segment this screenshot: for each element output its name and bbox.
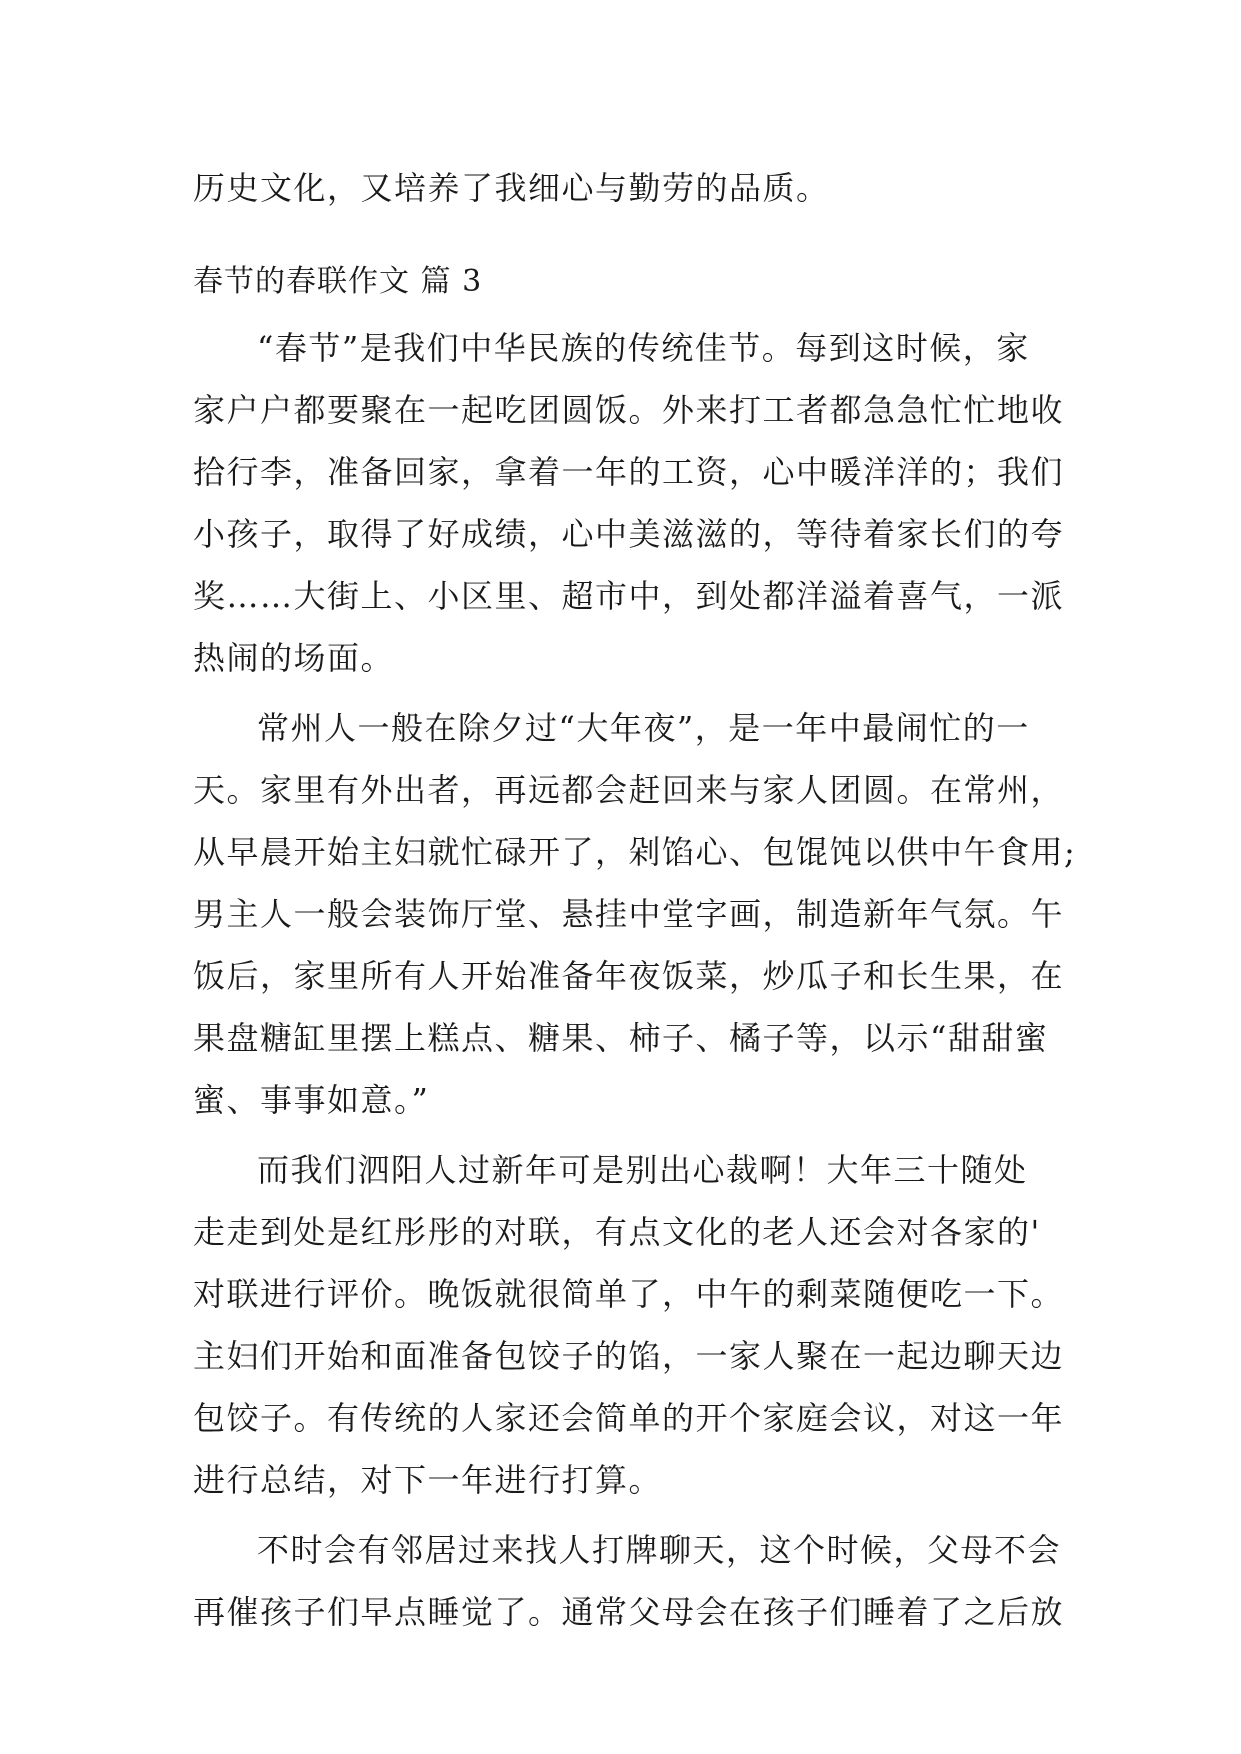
intro-tail-line: 历史文化，又培养了我细心与勤劳的品质。 <box>193 169 830 207</box>
paragraph-line: 不时会有邻居过来找人打牌聊天，这个时候，父母不会 <box>257 1531 1062 1569</box>
paragraph-1 <box>193 317 1063 689</box>
paragraph-line: 从早晨开始主妇就忙碌开了，剁馅心、包馄饨以供中午食用; <box>193 833 1077 871</box>
paragraph-line: 饭后，家里所有人开始准备年夜饭菜，炒瓜子和长生果，在 <box>193 957 1065 995</box>
document-body <box>193 157 1077 1643</box>
paragraph-line: 天。家里有外出者，再远都会赶回来与家人团圆。在常州， <box>193 771 1065 809</box>
paragraph-3 <box>193 1139 1063 1511</box>
paragraph-line: 奖……大街上、小区里、超市中，到处都洋溢着喜气，一派 <box>193 577 1065 615</box>
paragraph-line: 小孩子，取得了好成绩，心中美滋滋的，等待着家长们的夸 <box>193 515 1065 553</box>
paragraph-line: 常州人一般在除夕过“大年夜”，是一年中最闹忙的一 <box>257 709 1030 747</box>
paragraph-line: “春节”是我们中华民族的传统佳节。每到这时候，家 <box>257 329 1030 367</box>
paragraph-line: 而我们泗阳人过新年可是别出心裁啊！大年三十随处 <box>257 1151 1028 1189</box>
paragraph-line: 拾行李，准备回家，拿着一年的工资，心中暖洋洋的；我们 <box>193 453 1065 491</box>
paragraph-line: 男主人一般会装饰厅堂、悬挂中堂字画，制造新年气氛。午 <box>193 895 1065 933</box>
paragraph-line: 包饺子。有传统的人家还会简单的开个家庭会议，对这一年 <box>193 1399 1065 1437</box>
paragraph-4 <box>193 1519 1063 1643</box>
paragraph-line: 走走到处是红彤彤的对联，有点文化的老人还会对各家的' <box>193 1213 1041 1251</box>
paragraph-2 <box>193 697 1077 1131</box>
paragraph-line: 蜜、事事如意。” <box>193 1081 430 1119</box>
paragraph-line: 进行总结，对下一年进行打算。 <box>193 1461 663 1499</box>
section-title: 春节的春联作文 篇 3 <box>193 264 483 299</box>
paragraph-line: 果盘糖缸里摆上糕点、糖果、柿子、橘子等，以示“甜甜蜜 <box>193 1019 1049 1057</box>
paragraph-line: 热闹的场面。 <box>193 639 395 677</box>
paragraph-line: 再催孩子们早点睡觉了。通常父母会在孩子们睡着了之后放 <box>193 1593 1065 1631</box>
paragraph-line: 家户户都要聚在一起吃团圆饭。外来打工者都急急忙忙地收 <box>193 391 1065 429</box>
paragraph-line: 对联进行评价。晚饭就很简单了，中午的剩菜随便吃一下。 <box>193 1275 1065 1313</box>
paragraph-line: 主妇们开始和面准备包饺子的馅，一家人聚在一起边聊天边 <box>193 1337 1065 1375</box>
